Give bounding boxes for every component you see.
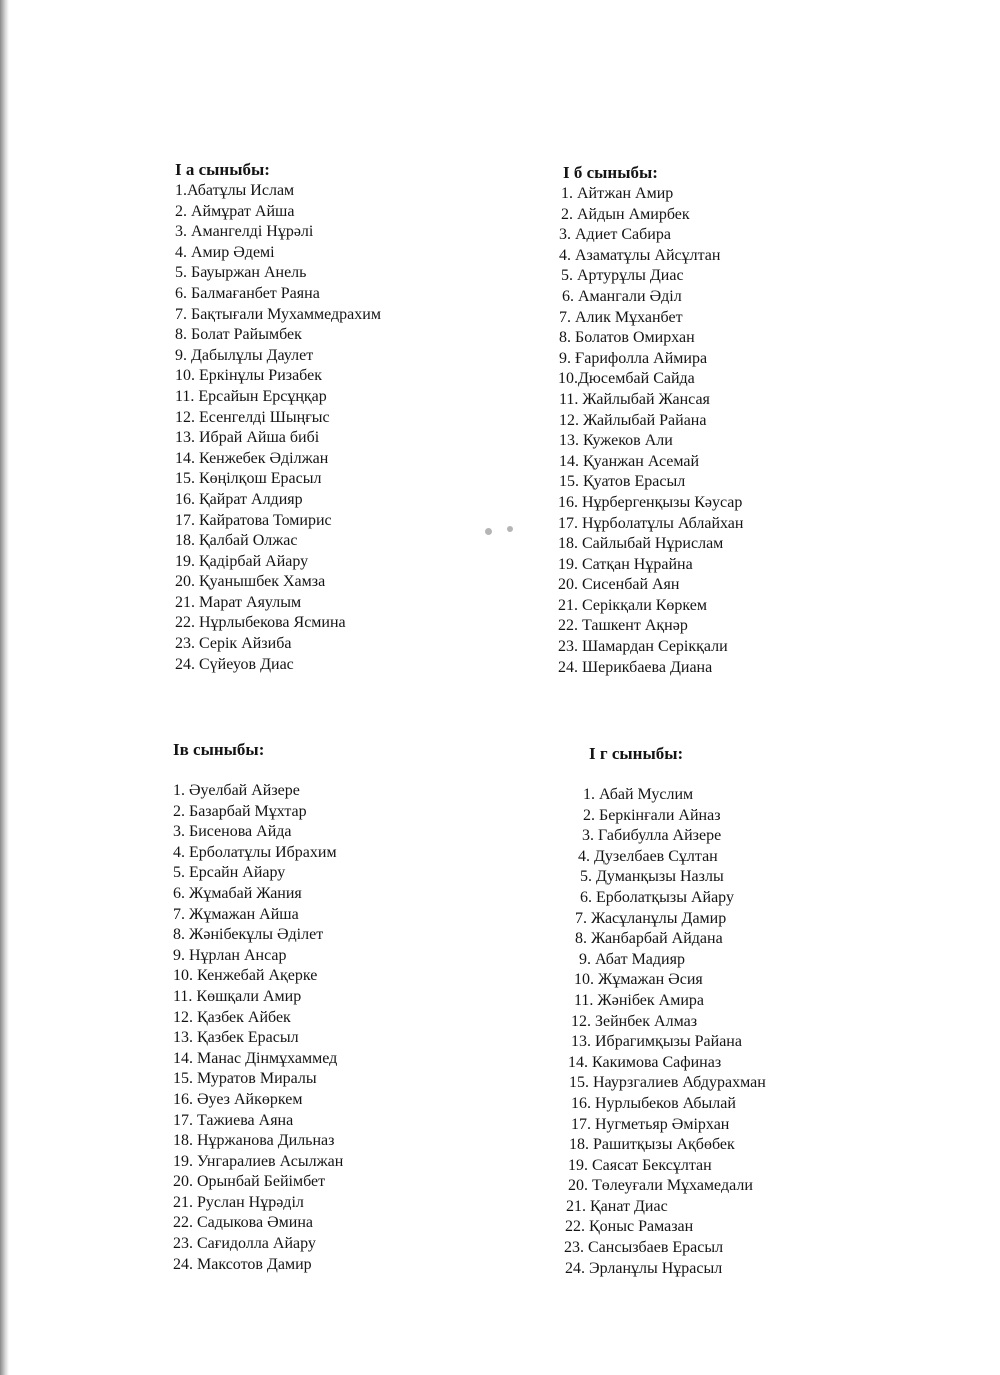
student-entry: 17. Нугметьяр Әмірхан (571, 1115, 730, 1133)
student-entry: 11. Жәнібек Амира (574, 991, 704, 1009)
student-entry: 15. Наурзгалиев Абдурахман (569, 1074, 766, 1092)
student-entry: 19. Саясат Бексұлтан (568, 1156, 712, 1174)
student-entry: 22. Қоныс Рамазан (565, 1218, 694, 1236)
student-entry: 22. Садыкова Әмина (173, 1214, 313, 1232)
student-entry: 1.Абатұлы Ислам (175, 182, 295, 199)
student-entry: 15. Көңілқош Ерасыл (175, 470, 322, 488)
student-entry: 22. Нұрлыбекова Ясмина (175, 614, 346, 632)
student-entry: 16. Нұрбергенқызы Кәусар (558, 493, 743, 511)
student-entry: 15. Муратов Миралы (173, 1070, 317, 1088)
student-entry: 14. Қуанжан Асемай (559, 452, 700, 470)
student-entry: 24. Максотов Дамир (173, 1255, 312, 1273)
student-entry: 9. Ғарифолла Аймира (559, 349, 708, 367)
student-entry: 10.Дюсембай Сайда (558, 370, 695, 388)
student-entry: 10. Жұмажан Әсия (574, 971, 703, 989)
student-entry: 4. Дузелбаев Сұлтан (578, 847, 718, 865)
class-1a-section (175, 160, 381, 675)
student-entry: 7. Бақтығали Мухаммедрахим (175, 305, 381, 323)
student-entry: 9. Нұрлан Ансар (173, 946, 287, 964)
student-list (558, 184, 743, 678)
student-entry: 12. Зейнбек Алмаз (571, 1012, 698, 1030)
student-entry: 17. Тажиева Аяна (173, 1111, 294, 1129)
student-entry: 3. Амангелді Нұрәлі (175, 223, 314, 241)
student-entry: 5. Ерсайн Айару (173, 864, 286, 882)
student-entry: 9. Абат Мадияр (579, 950, 685, 968)
scan-speck (485, 528, 492, 535)
student-entry: 20. Орынбай Бейімбет (173, 1173, 326, 1191)
student-entry: 21. Серікқали Көркем (558, 596, 708, 614)
student-entry: 19. Қадірбай Айару (175, 552, 309, 570)
student-entry: 5. Артурұлы Диас (561, 267, 684, 285)
student-list (173, 781, 343, 1275)
student-entry: 23. Шамардан Серікқали (558, 638, 728, 656)
student-entry: 14. Какимова Сафиназ (568, 1053, 722, 1071)
student-entry: 19. Унгаралиев Асылжан (173, 1152, 344, 1170)
student-entry: 7. Жасұланұлы Дамир (575, 909, 727, 927)
student-entry: 3. Габибулла Айзере (582, 827, 722, 845)
student-entry: 3. Адиет Сабира (559, 226, 671, 244)
student-entry: 8. Жанбарбай Айдана (575, 930, 723, 948)
student-entry: 6. Амангали Әділ (562, 287, 682, 305)
student-entry: 18. Рашитқызы Ақбөбек (569, 1136, 735, 1154)
student-entry: 16. Әуез Айкөркем (173, 1090, 303, 1108)
student-entry: 3. Бисенова Айда (173, 823, 292, 841)
student-entry: 1. Айтжан Амир (561, 185, 674, 202)
student-entry: 7. Жұмажан Айша (173, 905, 299, 923)
student-entry: 10. Еркінұлы Ризабек (175, 367, 322, 385)
student-entry: 23. Сансызбаев Ерасыл (564, 1239, 724, 1257)
student-entry: 21. Руслан Нұрәділ (173, 1193, 304, 1211)
student-entry: 12. Жайлыбай Райана (559, 411, 707, 429)
student-entry: 4. Ерболатұлы Ибрахим (173, 843, 337, 861)
student-entry: 18. Нұржанова Дильназ (173, 1132, 335, 1150)
scan-edge-shadow (0, 0, 9, 1375)
student-entry: 2. Базарбай Мұхтар (173, 802, 307, 820)
student-entry: 20. Қуанышбек Хамза (175, 573, 326, 591)
student-entry: 19. Сатқан Нұрайна (558, 555, 693, 573)
class-heading: I а сыныбы: (175, 160, 270, 179)
scan-speck (507, 526, 513, 532)
student-entry: 17. Нұрболатұлы Аблайхан (558, 514, 744, 532)
student-entry: 21. Қанат Диас (566, 1197, 668, 1215)
student-entry: 13. Қазбек Ерасыл (173, 1029, 299, 1047)
class-heading: I г сыныбы: (589, 744, 684, 763)
student-entry: 6. Балмағанбет Раяна (175, 284, 320, 302)
student-entry: 21. Марат Аяулым (175, 593, 302, 611)
student-entry: 24. Шерикбаева Диана (558, 658, 713, 676)
student-list (175, 181, 381, 675)
student-entry: 6. Жұмабай Жания (173, 884, 302, 902)
student-entry: 5. Думанқызы Назлы (580, 868, 724, 886)
student-entry: 8. Жәнібекұлы Әділет (173, 926, 324, 944)
student-entry: 24. Эрланұлы Нұрасыл (565, 1259, 723, 1277)
class-heading: I б сыныбы: (563, 163, 658, 182)
student-entry: 18. Сайлыбай Нұрислам (558, 535, 724, 553)
student-entry: 4. Амир Әдемі (175, 243, 275, 261)
student-entry: 2. Беркінғали Айназ (583, 806, 721, 824)
student-entry: 8. Болат Райымбек (175, 326, 302, 344)
student-entry: 23. Серік Айзиба (175, 635, 292, 653)
student-entry: 16. Қайрат Алдияр (175, 490, 303, 508)
student-entry: 10. Кенжебай Ақерке (173, 967, 318, 985)
student-entry: 6. Ерболатқызы Айару (580, 888, 734, 906)
student-entry: 2. Айдын Амирбек (561, 205, 690, 223)
student-entry: 20. Төлеуғали Мұхамедали (568, 1177, 753, 1195)
student-entry: 9. Дабылұлы Даулет (175, 346, 314, 364)
class-1b-section (558, 163, 743, 678)
student-entry: 5. Бауыржан Анель (175, 264, 307, 282)
student-list (563, 785, 766, 1279)
class-1g-section (563, 744, 766, 1279)
student-entry: 23. Сағидолла Айару (173, 1235, 316, 1253)
student-entry: 11. Көшқали Амир (173, 987, 302, 1005)
student-entry: 13. Ибрай Айша бибі (175, 429, 320, 447)
student-entry: 8. Болатов Омирхан (559, 329, 695, 347)
student-entry: 20. Сисенбай Аян (558, 576, 680, 594)
student-entry: 22. Ташкент Ақнәр (558, 617, 688, 635)
student-entry: 2. Аймұрат Айша (175, 202, 295, 220)
student-entry: 16. Нурлыбеков Абылай (571, 1094, 736, 1112)
student-entry: 17. Кайратова Томирис (175, 511, 332, 529)
student-entry: 15. Қуатов Ерасыл (559, 473, 686, 491)
student-entry: 14. Кенжебек Әділжан (175, 449, 329, 467)
student-entry: 24. Сүйеуов Диас (175, 655, 294, 673)
student-entry: 4. Азаматұлы Айсұлтан (559, 246, 721, 264)
student-entry: 1. Әуелбай Айзере (173, 782, 300, 799)
student-entry: 11. Ерсайын Ерсұңқар (175, 387, 327, 405)
student-entry: 13. Ибрагимқызы Райана (571, 1033, 742, 1051)
student-entry: 7. Алик Мұханбет (559, 308, 683, 326)
class-1v-section (173, 740, 343, 1275)
student-entry: 11. Жайлыбай Жансая (559, 390, 710, 408)
class-heading: Iв сыныбы: (173, 740, 265, 759)
student-entry: 12. Есенгелді Шыңғыс (175, 408, 330, 426)
student-entry: 18. Қалбай Олжас (175, 532, 298, 550)
student-entry: 12. Қазбек Айбек (173, 1008, 291, 1026)
student-entry: 13. Кужеков Али (559, 432, 673, 450)
student-entry: 14. Манас Дінмұхаммед (173, 1049, 338, 1067)
student-entry: 1. Абай Муслим (583, 786, 694, 803)
